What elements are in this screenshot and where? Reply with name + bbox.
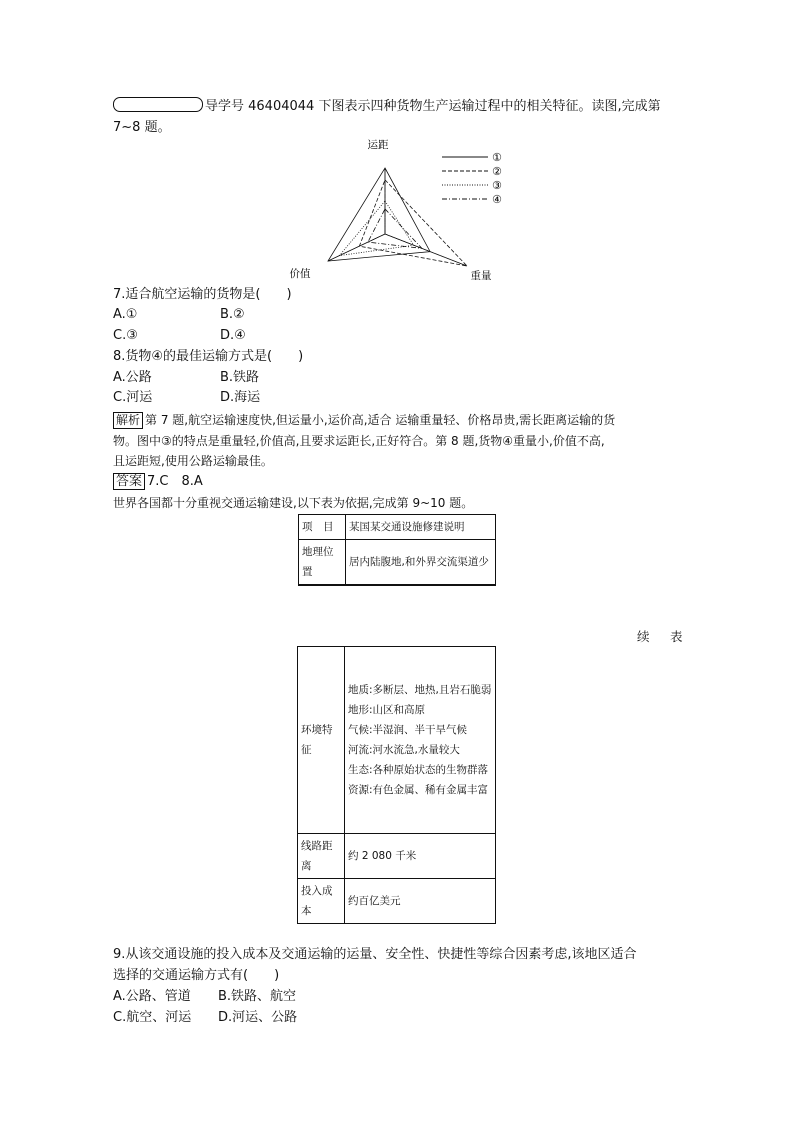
axis-label: 运距 <box>367 139 389 151</box>
legend-label: ① <box>492 151 502 164</box>
table-row-cost <box>298 879 496 924</box>
q8-option-c[interactable]: C.河运 <box>113 390 153 405</box>
radar-series-4 <box>368 209 422 248</box>
legend-label: ② <box>492 165 502 178</box>
location-label: 地理位置 <box>299 540 346 586</box>
environment-values <box>345 647 496 834</box>
table-header-item: 项 目 <box>299 515 346 540</box>
location-value: 居内陆腹地,和外界交流渠道少 <box>346 540 496 586</box>
env-rivers: 河流:河水流急,水量较大 <box>348 744 460 756</box>
question-tag-badge <box>113 97 203 112</box>
q9-option-d[interactable]: D.河运、公路 <box>218 1010 298 1025</box>
guide-number: 导学号 46404044 <box>205 99 315 114</box>
intro-line-1 <box>113 97 661 116</box>
table-row-distance <box>298 834 496 879</box>
q9-option-c[interactable]: C.航空、河运 <box>113 1010 192 1025</box>
analysis-text-1: 第 7 题,航空运输速度快,但运量小,运价高,适合 运输重量轻、价格昂贵,需长距离运输的货 <box>145 413 616 427</box>
distance-label: 线路距离 <box>298 834 345 879</box>
analysis-line-2: 物。图中③的特点是重量轻,价值高,且要求运距长,正好符合。第 8 题,货物④重量小,价值不高, <box>113 434 605 448</box>
q9-stem-1: 9.从该交通设施的投入成本及交通运输的运量、安全性、快捷性等综合因素考虑,该地区适合 <box>113 947 637 962</box>
q8-option-a[interactable]: A.公路 <box>113 370 152 385</box>
analysis-line-1 <box>113 411 615 429</box>
env-climate: 气候:半湿润、半干旱气候 <box>348 724 468 736</box>
q9-option-a[interactable]: A.公路、管道 <box>113 989 191 1004</box>
q8-option-b[interactable]: B.铁路 <box>220 370 260 385</box>
q7-stem: 7.适合航空运输的货物是( ) <box>113 287 292 302</box>
answer-text: 7.C 8.A <box>147 474 203 489</box>
axis-label: 重量 <box>470 270 492 282</box>
q9-stem-2: 选择的交通运输方式有( ) <box>113 968 280 983</box>
axis-label: 价值 <box>289 268 311 280</box>
analysis-label: 解析 <box>113 412 143 429</box>
legend-label: ④ <box>492 193 502 206</box>
continued-label: 续 表 <box>637 629 687 644</box>
q7-option-b[interactable]: B.② <box>220 307 245 322</box>
table-row-location <box>299 540 496 586</box>
table-header-row <box>299 515 496 540</box>
table-header-desc: 某国某交通设施修建说明 <box>346 515 496 540</box>
answer-line <box>113 473 203 491</box>
q8-option-d[interactable]: D.海运 <box>220 390 261 405</box>
q7-option-d[interactable]: D.④ <box>220 328 246 343</box>
intro-text-1: 下图表示四种货物生产运输过程中的相关特征。读图,完成第 <box>314 99 661 114</box>
facility-table <box>298 514 496 586</box>
q7-option-a[interactable]: A.① <box>113 307 138 322</box>
q7-option-c[interactable]: C.③ <box>113 328 138 343</box>
radar-series-3 <box>339 201 413 256</box>
env-ecology: 生态:各种原始状态的生物群落 <box>348 764 489 776</box>
q8-stem: 8.货物④的最佳运输方式是( ) <box>113 349 304 364</box>
legend-label: ③ <box>492 179 502 192</box>
facility-table-continued <box>297 646 496 924</box>
table-row-environment <box>298 647 496 834</box>
intro2-line: 世界各国都十分重视交通运输建设,以下表为依据,完成第 9~10 题。 <box>113 496 474 510</box>
distance-value: 约 2 080 千米 <box>345 834 496 879</box>
radar-chart <box>280 136 520 286</box>
radar-series-1 <box>328 168 430 261</box>
cost-label: 投入成本 <box>298 879 345 924</box>
q9-option-b[interactable]: B.铁路、航空 <box>218 989 297 1004</box>
intro-line-2: 7~8 题。 <box>113 120 171 135</box>
answer-label: 答案 <box>113 473 145 490</box>
environment-label: 环境特征 <box>298 647 345 834</box>
analysis-line-3: 且运距短,使用公路运输最佳。 <box>113 454 273 468</box>
env-terrain: 地形:山区和高原 <box>348 704 426 716</box>
env-geology: 地质:多断层、地热,且岩石脆弱 <box>348 684 492 696</box>
env-resources: 资源:有色金属、稀有金属丰富 <box>348 784 489 796</box>
cost-value: 约百亿美元 <box>345 879 496 924</box>
